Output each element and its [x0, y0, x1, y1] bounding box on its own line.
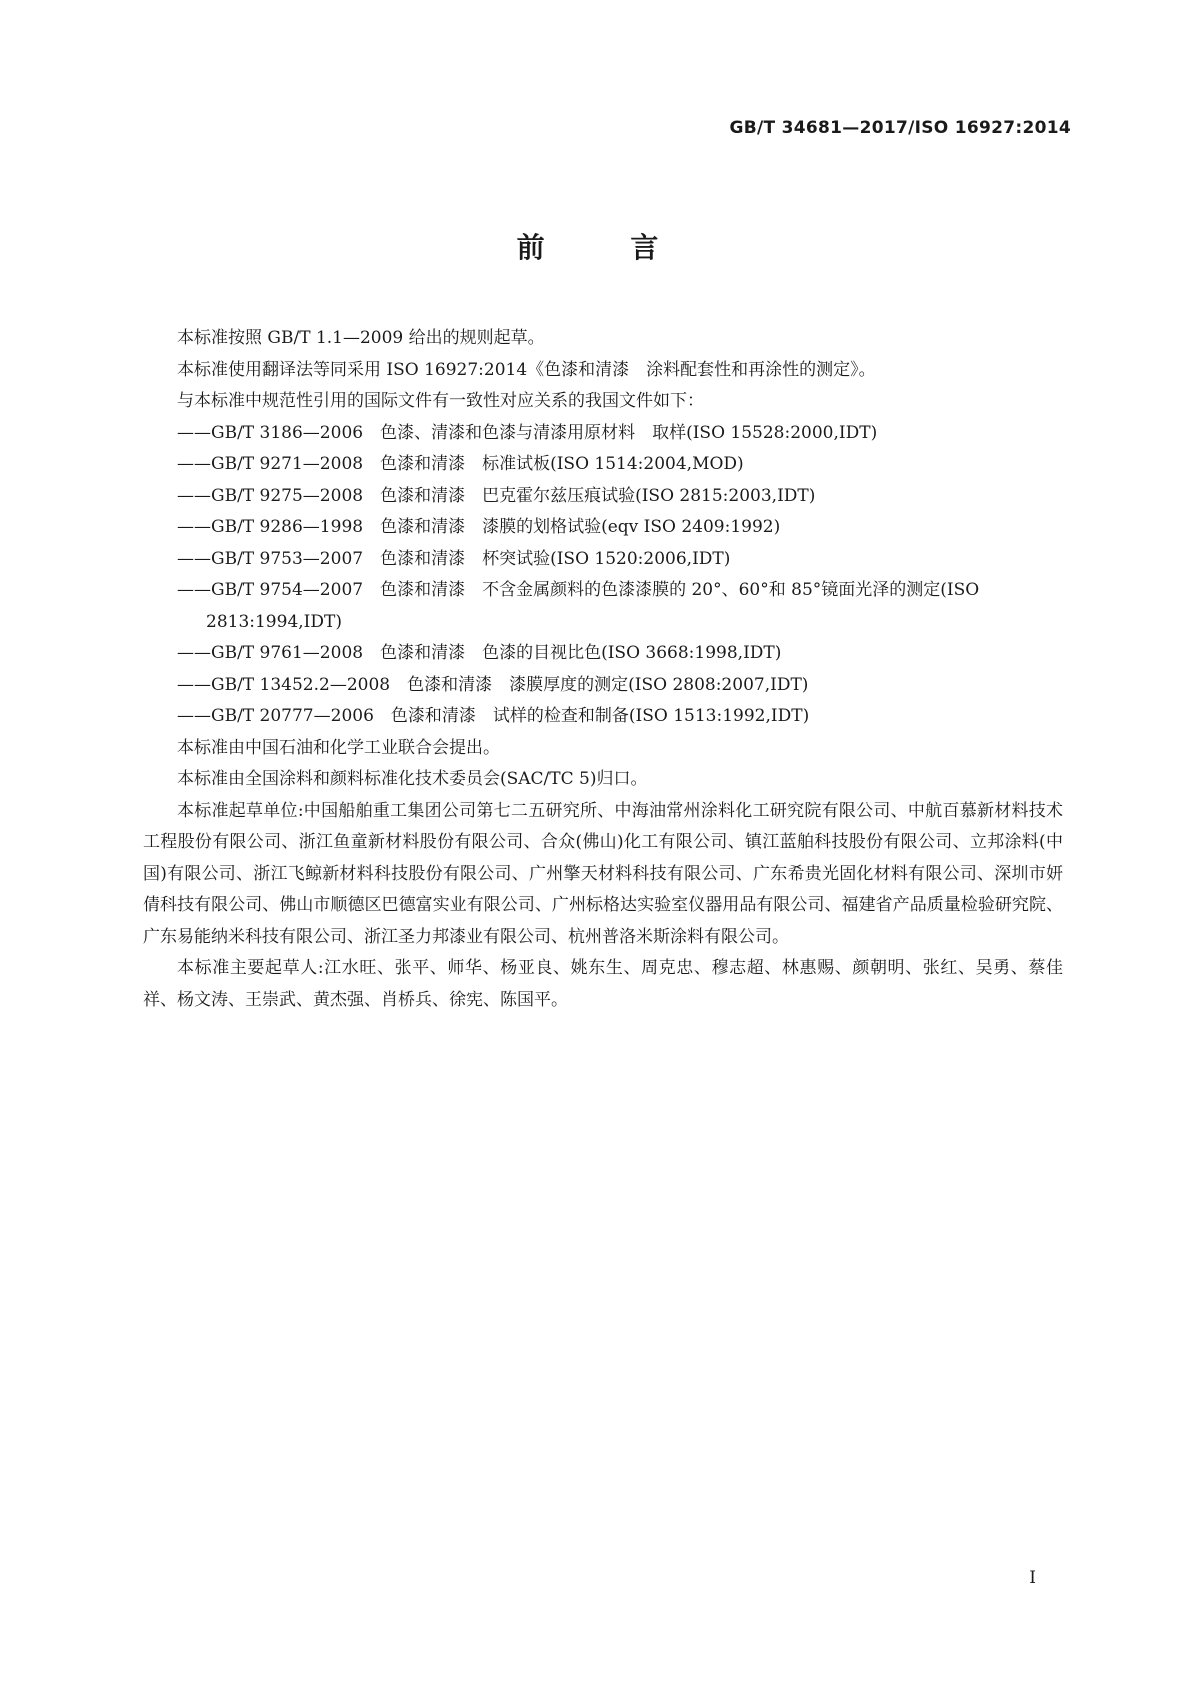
preface-body [143, 323, 1063, 1016]
reference-item: ——GB/T 9754—2007 色漆和清漆 不含金属颜料的色漆漆膜的 20°、60°和 85°镜面光泽的测定(ISO 2813:1994,IDT) [177, 580, 985, 632]
paragraph-drafting-rules: 本标准按照 GB/T 1.1—2009 给出的规则起草。 [177, 328, 545, 348]
reference-item: ——GB/T 13452.2—2008 色漆和清漆 漆膜厚度的测定(ISO 2808:2007,IDT) [177, 674, 809, 695]
reference-item: ——GB/T 9271—2008 色漆和清漆 标准试板(ISO 1514:2004,MOD) [177, 454, 744, 474]
reference-item: ——GB/T 9275—2008 色漆和清漆 巴克霍尔兹压痕试验(ISO 2815:2003,IDT) [177, 485, 816, 506]
paragraph-references-intro: 与本标准中规范性引用的国际文件有一致性对应关系的我国文件如下： [177, 391, 704, 411]
paragraph-drafting-units: 本标准起草单位:中国船舶重工集团公司第七二五研究所、中海油常州涂料化工研究院有限公司、中航百慕新材料技术工程股份有限公司、浙江鱼童新材料股份有限公司、合众(佛山)化工有限公司、镇江蓝舶科技股份有限公司、立邦涂料(中国)有限公司、浙江飞鲸新材料科技股份有限公司、广州擎天材料科技有限公司、广东希贵光固化材料有限公司、深圳市妍倩科技有限公司、佛山市顺德区巴德富实业有限公司、广州标格达实验室仪器用品有限公司、福建省产品质量检验研究院、广东易能纳米科技有限公司、浙江圣力邦漆业有限公司、杭州普洛米斯涂料有限公司。 [143, 800, 1063, 947]
standard-code: GB/T 34681—2017/ISO 16927:2014 [729, 118, 1071, 138]
paragraph-proposer: 本标准由中国石油和化学工业联合会提出。 [177, 737, 500, 758]
page-title: 前 言 [516, 231, 697, 264]
reference-item: ——GB/T 9753—2007 色漆和清漆 杯突试验(ISO 1520:2006,IDT) [177, 548, 731, 569]
page-number: I [1029, 1568, 1036, 1588]
paragraph-committee: 本标准由全国涂料和颜料标准化技术委员会(SAC/TC 5)归口。 [177, 769, 648, 789]
reference-item: ——GB/T 20777—2006 色漆和清漆 试样的检查和制备(ISO 1513:1992,IDT) [177, 706, 810, 726]
reference-item: ——GB/T 9286—1998 色漆和清漆 漆膜的划格试验(eqv ISO 2409:1992) [177, 517, 781, 537]
reference-item: ——GB/T 9761—2008 色漆和清漆 色漆的目视比色(ISO 3668:1998,IDT) [177, 643, 782, 663]
paragraph-adoption: 本标准使用翻译法等同采用 ISO 16927:2014《色漆和清漆 涂料配套性和再涂性的测定》。 [177, 359, 876, 380]
paragraph-drafters: 本标准主要起草人:江水旺、张平、师华、杨亚良、姚东生、周克忠、穆志超、林惠赐、颜朝明、张红、吴勇、蔡佳祥、杨文涛、王崇武、黄杰强、肖桥兵、徐宪、陈国平。 [143, 958, 1063, 1010]
reference-item: ——GB/T 3186—2006 色漆、清漆和色漆与清漆用原材料 取样(ISO 15528:2000,IDT) [177, 422, 878, 443]
